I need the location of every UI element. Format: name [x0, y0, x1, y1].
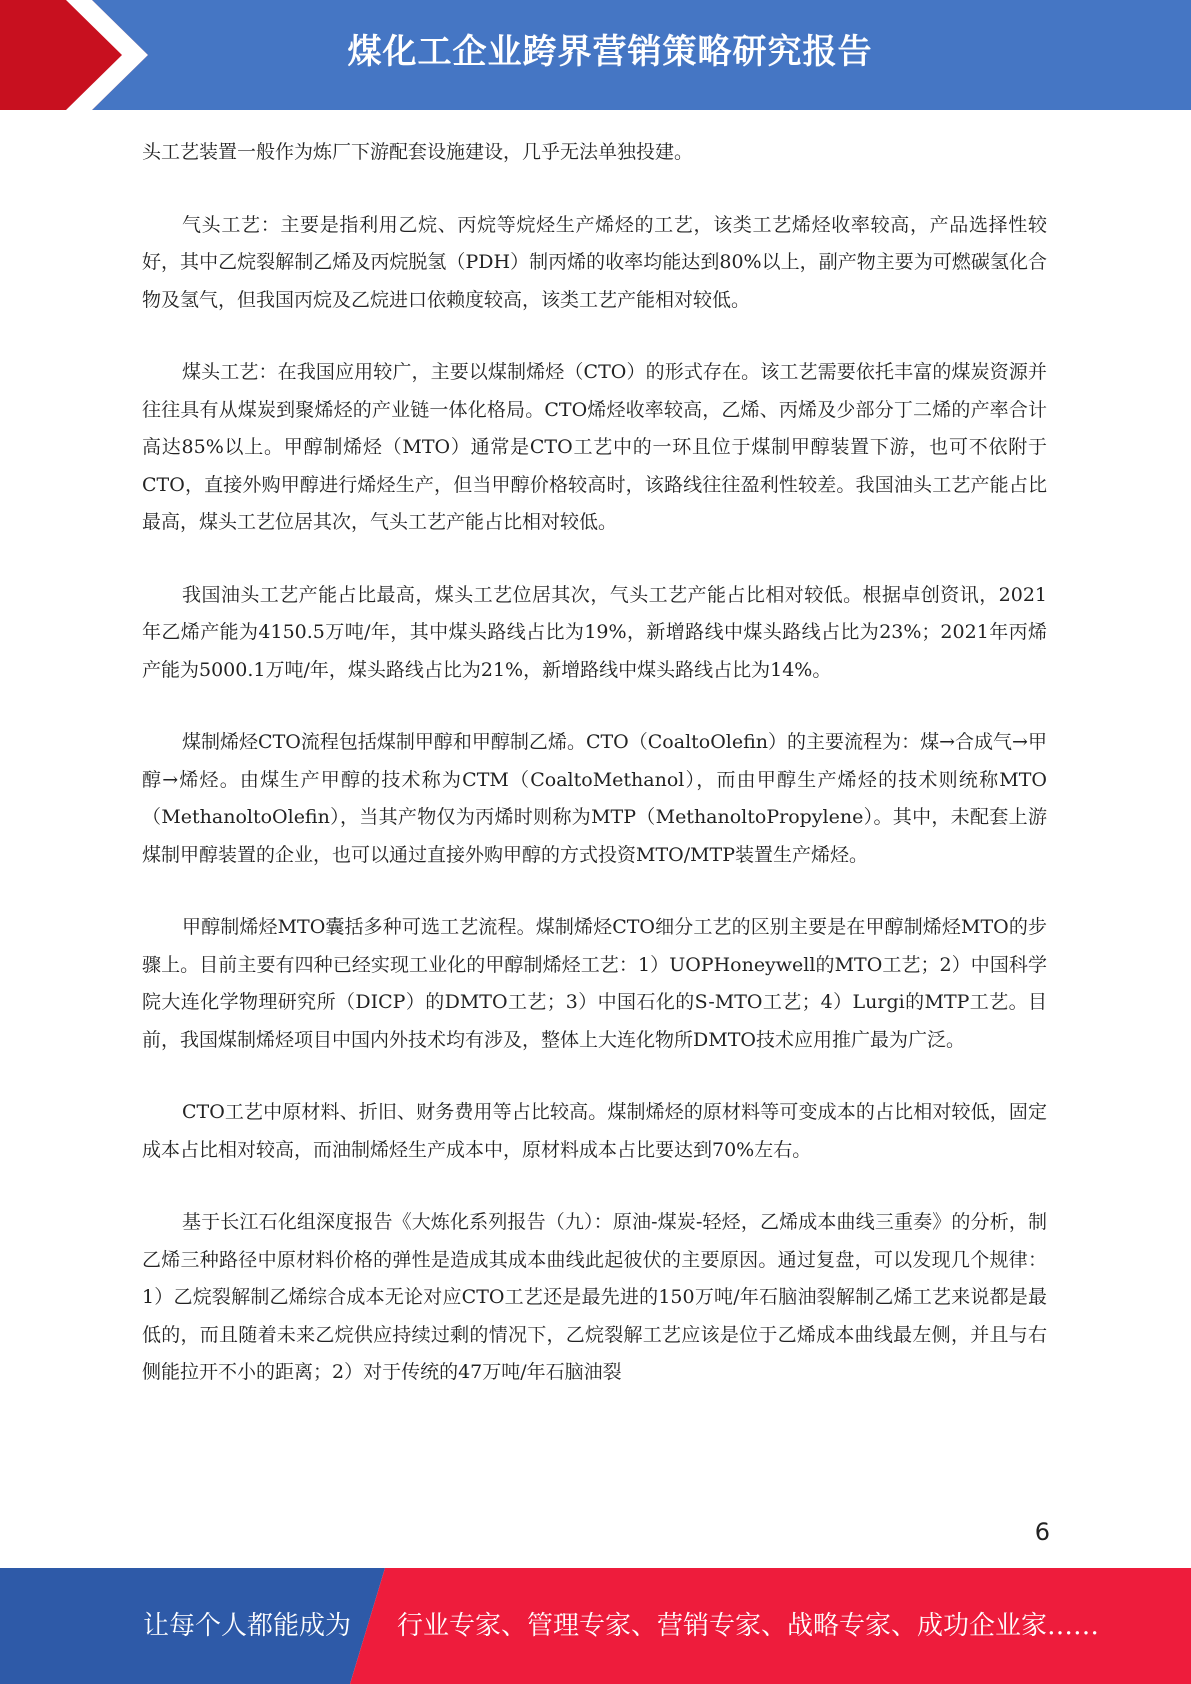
page-header	[0, 0, 1191, 110]
paragraph-mto-processes: 甲醇制烯烃MTO囊括多种可选工艺流程。煤制烯烃CTO细分工艺的区别主要是在甲醇制烯烃MTO的步骤上。目前主要有四种已经实现工业化的甲醇制烯烃工艺：1）UOPHoneywell的MTO工艺；2）中国科学院大连化学物理研究所（DICP）的DMTO工艺；3）中国石化的S-MTO工艺；4）Lurgi的MTP工艺。目前，我国煤制烯烃项目中国内外技术均有涉及，整体上大连化物所DMTO技术应用推广最为广泛。	[142, 916, 1047, 1051]
paragraph-coal-process: 煤头工艺：在我国应用较广，主要以煤制烯烃（CTO）的形式存在。该工艺需要依托丰富的煤炭资源并往往具有从煤炭到聚烯烃的产业链一体化格局。CTO烯烃收率较高，乙烯、丙烯及少部分丁二烯的产率合计高达85%以上。甲醇制烯烃（MTO）通常是CTO工艺中的一环且位于煤制甲醇装置下游，也可不依附于CTO，直接外购甲醇进行烯烃生产，但当甲醇价格较高时，该路线往往盈利性较差。我国油头工艺产能占比最高，煤头工艺位居其次，气头工艺产能占比相对较低。	[142, 361, 1047, 533]
paragraph-cto-flow: 煤制烯烃CTO流程包括煤制甲醇和甲醇制乙烯。CTO（CoaltoOlefin）的主要流程为：煤→合成气→甲醇→烯烃。由煤生产甲醇的技术称为CTM（CoaltoMethanol），而由甲醇生产烯烃的技术则统称MTO（MethanoltoOlefin），当其产物仅为丙烯时则称为MTP（MethanoltoPropylene）。其中，未配套上游煤制甲醇装置的企业，也可以通过直接外购甲醇的方式投资MTO/MTP装置生产烯烃。	[142, 731, 1047, 866]
paragraph-capacity-share: 我国油头工艺产能占比最高，煤头工艺位居其次，气头工艺产能占比相对较低。根据卓创资讯，2021年乙烯产能为4150.5万吨/年，其中煤头路线占比为19%，新增路线中煤头路线占比为23%；2021年丙烯产能为5000.1万吨/年，煤头路线占比为21%，新增路线中煤头路线占比为14%。	[142, 583, 1047, 681]
footer-slogan-left: 让每个人都能成为	[143, 1611, 352, 1641]
footer-slogan-right: 行业专家、管理专家、营销专家、战略专家、成功企业家……	[397, 1611, 1100, 1641]
document-body	[142, 134, 1047, 1427]
page-footer	[0, 1568, 1191, 1684]
paragraph-cost-curve: 基于长江石化组深度报告《大炼化系列报告（九）：原油-煤炭-轻烃，乙烯成本曲线三重奏》的分析，制乙烯三种路径中原材料价格的弹性是造成其成本曲线此起彼伏的主要原因。通过复盘，可以发现几个规律：1）乙烷裂解制乙烯综合成本无论对应CTO工艺还是最先进的150万吨/年石脑油裂解制乙烯工艺来说都是最低的，而且随着未来乙烷供应持续过剩的情况下，乙烷裂解工艺应该是位于乙烯成本曲线最左侧，并且与右侧能拉开不小的距离；2）对于传统的47万吨/年石脑油裂	[142, 1211, 1047, 1383]
paragraph-gas-process: 气头工艺：主要是指利用乙烷、丙烷等烷烃生产烯烃的工艺，该类工艺烯烃收率较高，产品选择性较好，其中乙烷裂解制乙烯及丙烷脱氢（PDH）制丙烯的收率均能达到80%以上，副产物主要为可燃碳氢化合物及氢气，但我国丙烷及乙烷进口依赖度较高，该类工艺产能相对较低。	[142, 213, 1047, 311]
paragraph-cto-costs: CTO工艺中原材料、折旧、财务费用等占比较高。煤制烯烃的原材料等可变成本的占比相对较低，固定成本占比相对较高，而油制烯烃生产成本中，原材料成本占比要达到70%左右。	[142, 1101, 1047, 1161]
paragraph-continuation: 头工艺装置一般作为炼厂下游配套设施建设，几乎无法单独投建。	[142, 141, 694, 163]
page-number: 6	[1034, 1518, 1050, 1546]
report-title: 煤化工企业跨界营销策略研究报告	[347, 32, 873, 72]
